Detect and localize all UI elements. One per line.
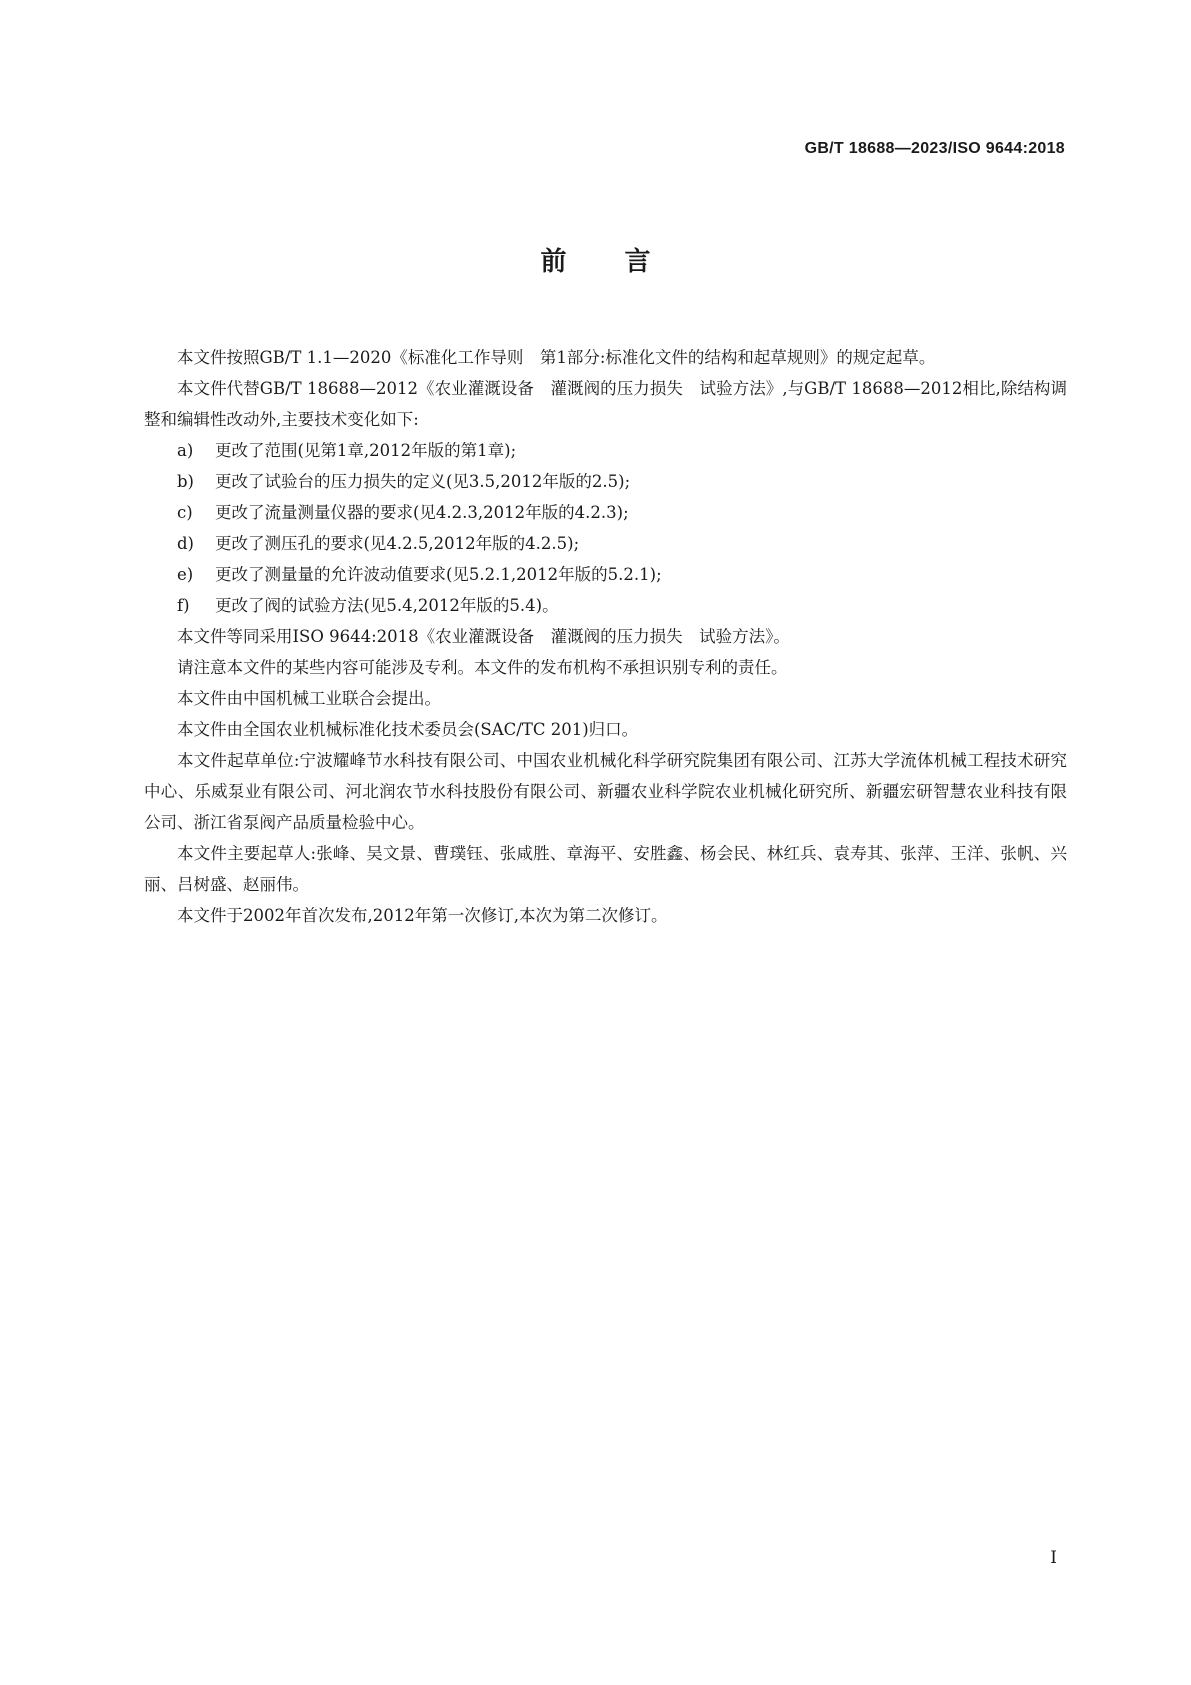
- paragraph-administered-by: 本文件由全国农业机械标准化技术委员会(SAC/TC 201)归口。: [177, 720, 639, 739]
- change-item-marker: f): [177, 596, 190, 615]
- page-number: I: [1050, 1548, 1057, 1568]
- title-char-1: 前: [540, 247, 567, 277]
- change-item-marker: b): [177, 472, 194, 491]
- change-item: [144, 590, 1067, 621]
- paragraph-history: 本文件于2002年首次发布,2012年第一次修订,本次为第二次修订。: [177, 906, 668, 925]
- change-item: [144, 528, 1067, 559]
- paragraph-equivalence: 本文件等同采用ISO 9644:2018《农业灌溉设备 灌溉阀的压力损失 试验方法》。: [177, 627, 790, 646]
- page-title: [0, 244, 1191, 280]
- change-item: [144, 497, 1067, 528]
- change-item: [144, 559, 1067, 590]
- change-item-marker: e): [177, 565, 194, 584]
- change-item-text: 更改了测量量的允许波动值要求(见5.2.1,2012年版的5.2.1);: [215, 565, 662, 584]
- change-item-marker: d): [177, 534, 194, 553]
- paragraph-patent-notice: 请注意本文件的某些内容可能涉及专利。本文件的发布机构不承担识别专利的责任。: [177, 658, 788, 677]
- change-item-text: 更改了测压孔的要求(见4.2.5,2012年版的4.2.5);: [215, 534, 580, 553]
- change-item-text: 更改了范围(见第1章,2012年版的第1章);: [215, 441, 517, 460]
- paragraph-drafters: 本文件主要起草人:张峰、吴文景、曹璞钰、张咸胜、章海平、安胜鑫、杨会民、林红兵、袁寿其、张萍、王洋、张帆、兴丽、吕树盛、赵丽伟。: [144, 844, 1067, 894]
- standard-code: GB/T 18688—2023/ISO 9644:2018: [804, 140, 1065, 157]
- change-item-marker: c): [177, 503, 193, 522]
- paragraph-drafting-rules: 本文件按照GB/T 1.1—2020《标准化工作导则 第1部分:标准化文件的结构和起草规则》的规定起草。: [177, 348, 936, 367]
- title-char-2: 言: [624, 247, 651, 277]
- change-item: [144, 466, 1067, 497]
- change-item: [144, 435, 1067, 466]
- paragraph-proposed-by: 本文件由中国机械工业联合会提出。: [177, 689, 441, 708]
- paragraph-replaces: 本文件代替GB/T 18688—2012《农业灌溉设备 灌溉阀的压力损失 试验方法》,与GB/T 18688—2012相比,除结构调整和编辑性改动外,主要技术变化如下:: [144, 379, 1067, 429]
- change-item-marker: a): [177, 441, 194, 460]
- change-item-text: 更改了流量测量仪器的要求(见4.2.3,2012年版的4.2.3);: [215, 503, 629, 522]
- foreword-body: [144, 342, 1067, 931]
- change-item-text: 更改了阀的试验方法(见5.4,2012年版的5.4)。: [215, 596, 559, 615]
- change-item-text: 更改了试验台的压力损失的定义(见3.5,2012年版的2.5);: [215, 472, 631, 491]
- paragraph-drafting-units: 本文件起草单位:宁波耀峰节水科技有限公司、中国农业机械化科学研究院集团有限公司、江苏大学流体机械工程技术研究中心、乐威泵业有限公司、河北润农节水科技股份有限公司、新疆农业科学院农业机械化研究所、新疆宏研智慧农业科技有限公司、浙江省泵阀产品质量检验中心。: [144, 751, 1067, 832]
